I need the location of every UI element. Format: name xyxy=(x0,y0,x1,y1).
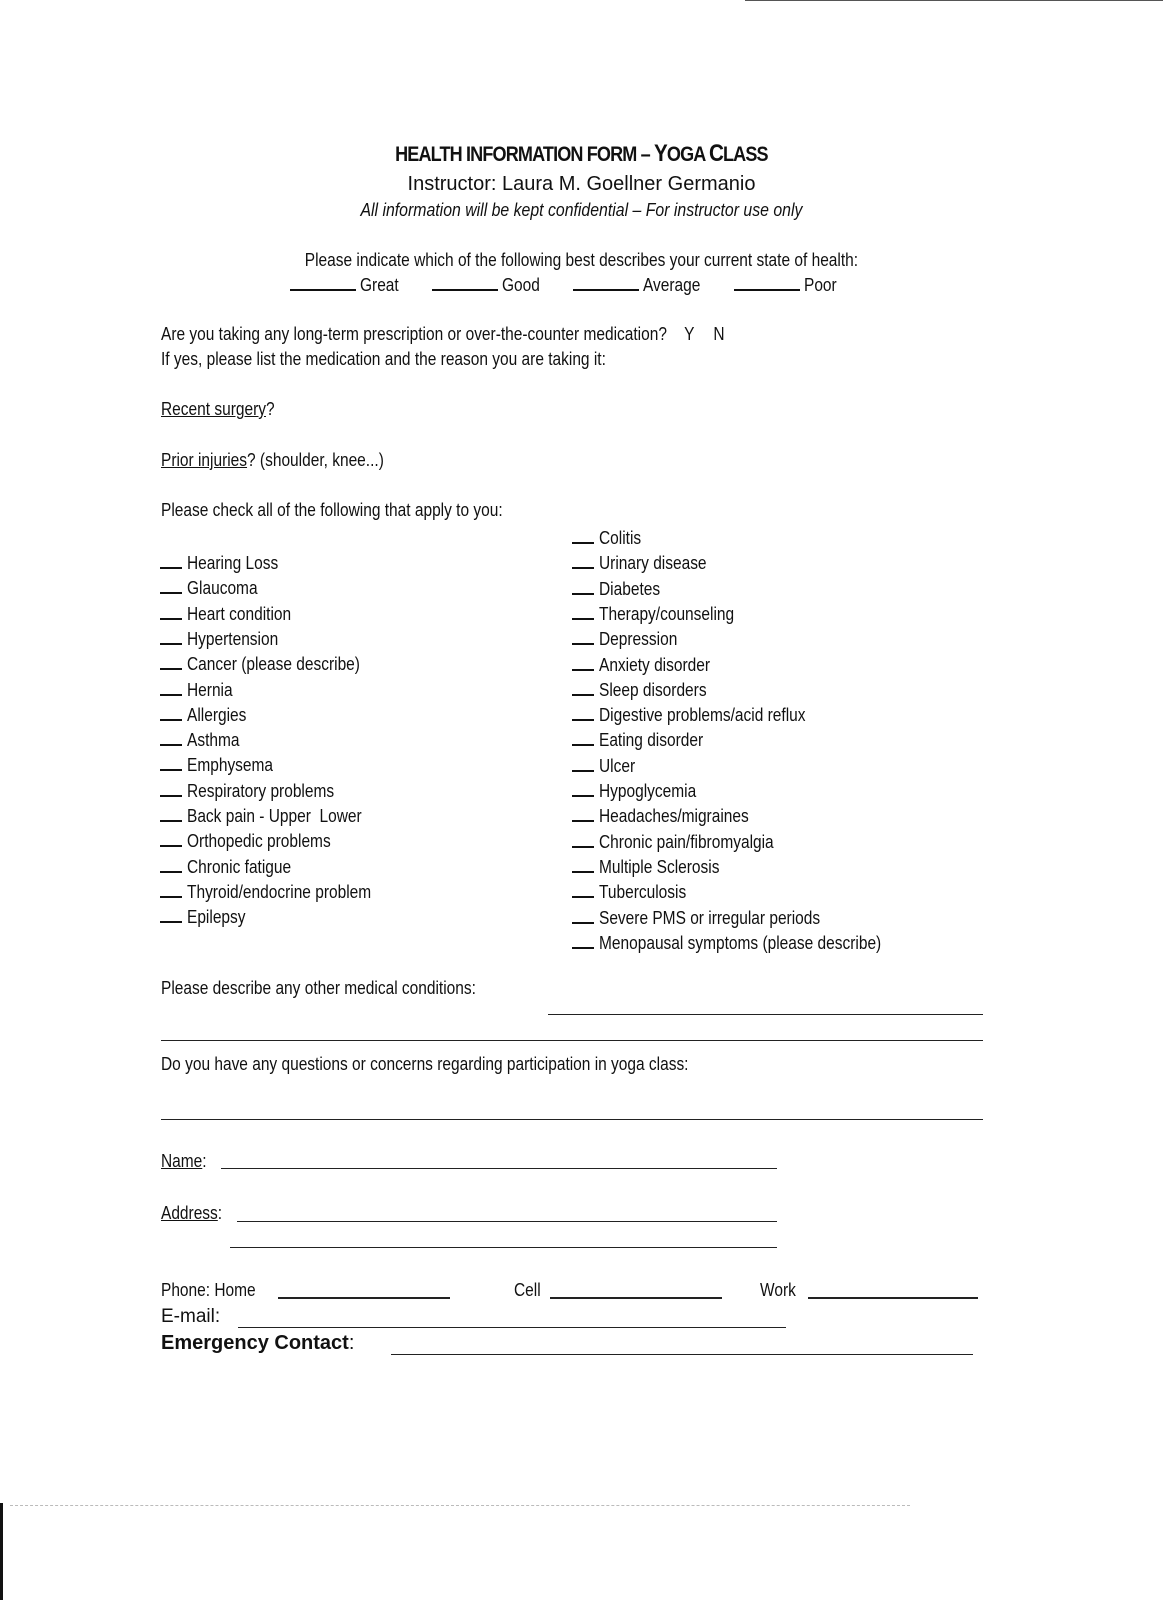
checkbox-blank[interactable] xyxy=(160,854,182,873)
condition-pms[interactable]: Severe PMS or irregular periods xyxy=(572,905,856,930)
condition-hypertension[interactable]: Hypertension xyxy=(160,626,293,651)
name-field[interactable] xyxy=(221,1168,777,1169)
checkbox-blank[interactable] xyxy=(572,727,594,746)
checkbox-blank[interactable] xyxy=(160,778,182,797)
condition-ms[interactable]: Multiple Sclerosis xyxy=(572,854,739,879)
recent-surgery-label: Recent surgery? xyxy=(161,399,275,419)
questions-line[interactable] xyxy=(161,1119,983,1120)
condition-colitis[interactable]: Colitis xyxy=(572,525,648,550)
form-title: HEALTH INFORMATION FORM – YOGA CLASS xyxy=(395,140,768,167)
checkbox-blank[interactable] xyxy=(572,601,594,620)
condition-eating[interactable]: Eating disorder xyxy=(572,727,720,752)
address-field-line-2[interactable] xyxy=(230,1247,777,1248)
condition-chronic-fatigue[interactable]: Chronic fatigue xyxy=(160,854,308,879)
scan-bottom-dashes xyxy=(10,1505,910,1506)
health-option-great[interactable]: Great xyxy=(290,273,405,296)
checkbox-blank[interactable] xyxy=(160,677,182,696)
checkbox-blank[interactable] xyxy=(160,626,182,645)
checkbox-blank[interactable] xyxy=(160,550,182,569)
condition-headaches[interactable]: Headaches/migraines xyxy=(572,803,773,828)
medication-no[interactable]: N xyxy=(713,324,725,344)
condition-allergies[interactable]: Allergies xyxy=(160,702,256,727)
condition-digestive[interactable]: Digestive problems/acid reflux xyxy=(572,702,839,727)
health-blank-good[interactable] xyxy=(432,273,498,291)
checkbox-blank[interactable] xyxy=(160,601,182,620)
instructor-line: Instructor: Laura M. Goellner Germanio xyxy=(407,173,756,195)
condition-cancer[interactable]: Cancer (please describe) xyxy=(160,651,388,676)
other-conditions-line-1[interactable] xyxy=(548,1014,983,1015)
health-blank-poor[interactable] xyxy=(734,273,800,291)
scan-edge-left xyxy=(0,1503,3,1600)
checkbox-blank[interactable] xyxy=(160,575,182,594)
other-conditions-label: Please describe any other medical conditions: xyxy=(161,978,476,998)
address-label: Address: xyxy=(161,1203,223,1223)
checkbox-blank[interactable] xyxy=(572,803,594,822)
medication-yes[interactable]: Y xyxy=(684,324,695,344)
prior-injuries-label: Prior injuries? (shoulder, knee...) xyxy=(161,450,384,470)
checkbox-blank[interactable] xyxy=(160,803,182,822)
checkbox-blank[interactable] xyxy=(572,550,594,569)
condition-ulcer[interactable]: Ulcer xyxy=(572,753,641,778)
phone-home-field[interactable] xyxy=(278,1297,450,1299)
health-option-average[interactable]: Average xyxy=(573,273,710,296)
condition-back-pain[interactable]: Back pain - Upper Lower xyxy=(160,803,390,828)
checkbox-blank[interactable] xyxy=(572,525,594,544)
condition-depression[interactable]: Depression xyxy=(572,626,690,651)
health-option-poor[interactable]: Poor xyxy=(734,273,842,296)
checkbox-blank[interactable] xyxy=(572,576,594,595)
address-field-line-1[interactable] xyxy=(237,1221,777,1222)
condition-glaucoma[interactable]: Glaucoma xyxy=(160,575,269,600)
checkbox-blank[interactable] xyxy=(160,752,182,771)
condition-tuberculosis[interactable]: Tuberculosis xyxy=(572,879,700,904)
confidentiality-note: All information will be kept confidential – For instructor use only xyxy=(360,200,803,220)
condition-asthma[interactable]: Asthma xyxy=(160,727,248,752)
condition-hearing-loss[interactable]: Hearing Loss xyxy=(160,550,293,575)
checkbox-blank[interactable] xyxy=(572,702,594,721)
cell-field[interactable] xyxy=(550,1297,722,1299)
conditions-instruction: Please check all of the following that apply to you: xyxy=(161,500,503,520)
checkbox-blank[interactable] xyxy=(160,879,182,898)
checkbox-blank[interactable] xyxy=(160,702,182,721)
condition-thyroid[interactable]: Thyroid/endocrine problem xyxy=(160,879,401,904)
checkbox-blank[interactable] xyxy=(572,626,594,645)
condition-hypoglycemia[interactable]: Hypoglycemia xyxy=(572,778,712,803)
emergency-contact-label: Emergency Contact: xyxy=(161,1332,355,1354)
health-blank-great[interactable] xyxy=(290,273,356,291)
emergency-contact-field[interactable] xyxy=(391,1354,973,1355)
condition-therapy[interactable]: Therapy/counseling xyxy=(572,601,756,626)
checkbox-blank[interactable] xyxy=(572,652,594,671)
questions-label: Do you have any questions or concerns regarding participation in yoga class: xyxy=(161,1054,689,1074)
checkbox-blank[interactable] xyxy=(160,904,182,923)
health-blank-average[interactable] xyxy=(573,273,639,291)
checkbox-blank[interactable] xyxy=(572,753,594,772)
email-field[interactable] xyxy=(238,1327,786,1328)
other-conditions-line-2[interactable] xyxy=(161,1040,983,1041)
condition-hernia[interactable]: Hernia xyxy=(160,677,240,702)
condition-anxiety[interactable]: Anxiety disorder xyxy=(572,652,728,677)
condition-sleep[interactable]: Sleep disorders xyxy=(572,677,724,702)
condition-emphysema[interactable]: Emphysema xyxy=(160,752,287,777)
health-state-question: Please indicate which of the following best describes your current state of health: xyxy=(304,250,859,270)
checkbox-blank[interactable] xyxy=(160,828,182,847)
checkbox-blank[interactable] xyxy=(572,905,594,924)
checkbox-blank[interactable] xyxy=(160,651,182,670)
checkbox-blank[interactable] xyxy=(572,778,594,797)
condition-epilepsy[interactable]: Epilepsy xyxy=(160,904,255,929)
cell-label: Cell xyxy=(514,1280,541,1300)
condition-respiratory[interactable]: Respiratory problems xyxy=(160,778,358,803)
work-label: Work xyxy=(760,1280,796,1300)
health-option-good[interactable]: Good xyxy=(432,273,546,296)
phone-home-label: Phone: Home xyxy=(161,1280,256,1300)
checkbox-blank[interactable] xyxy=(572,829,594,848)
checkbox-blank[interactable] xyxy=(160,727,182,746)
medication-follow-up: If yes, please list the medication and the reason you are taking it: xyxy=(161,349,606,369)
checkbox-blank[interactable] xyxy=(572,677,594,696)
work-field[interactable] xyxy=(808,1297,978,1299)
condition-urinary[interactable]: Urinary disease xyxy=(572,550,724,575)
condition-orthopedic[interactable]: Orthopedic problems xyxy=(160,828,354,853)
checkbox-blank[interactable] xyxy=(572,854,594,873)
scan-edge-top xyxy=(745,0,1163,1)
condition-diabetes[interactable]: Diabetes xyxy=(572,576,670,601)
email-label: E-mail: xyxy=(161,1306,221,1327)
checkbox-blank[interactable] xyxy=(572,930,594,949)
condition-heart[interactable]: Heart condition xyxy=(160,601,308,626)
condition-chronic-pain[interactable]: Chronic pain/fibromyalgia xyxy=(572,829,802,854)
condition-menopausal[interactable]: Menopausal symptoms (please describe) xyxy=(572,930,927,955)
checkbox-blank[interactable] xyxy=(572,879,594,898)
name-label: Name: xyxy=(161,1151,207,1171)
medication-question: Are you taking any long-term prescription or over-the-counter medication? Y N xyxy=(161,324,725,344)
